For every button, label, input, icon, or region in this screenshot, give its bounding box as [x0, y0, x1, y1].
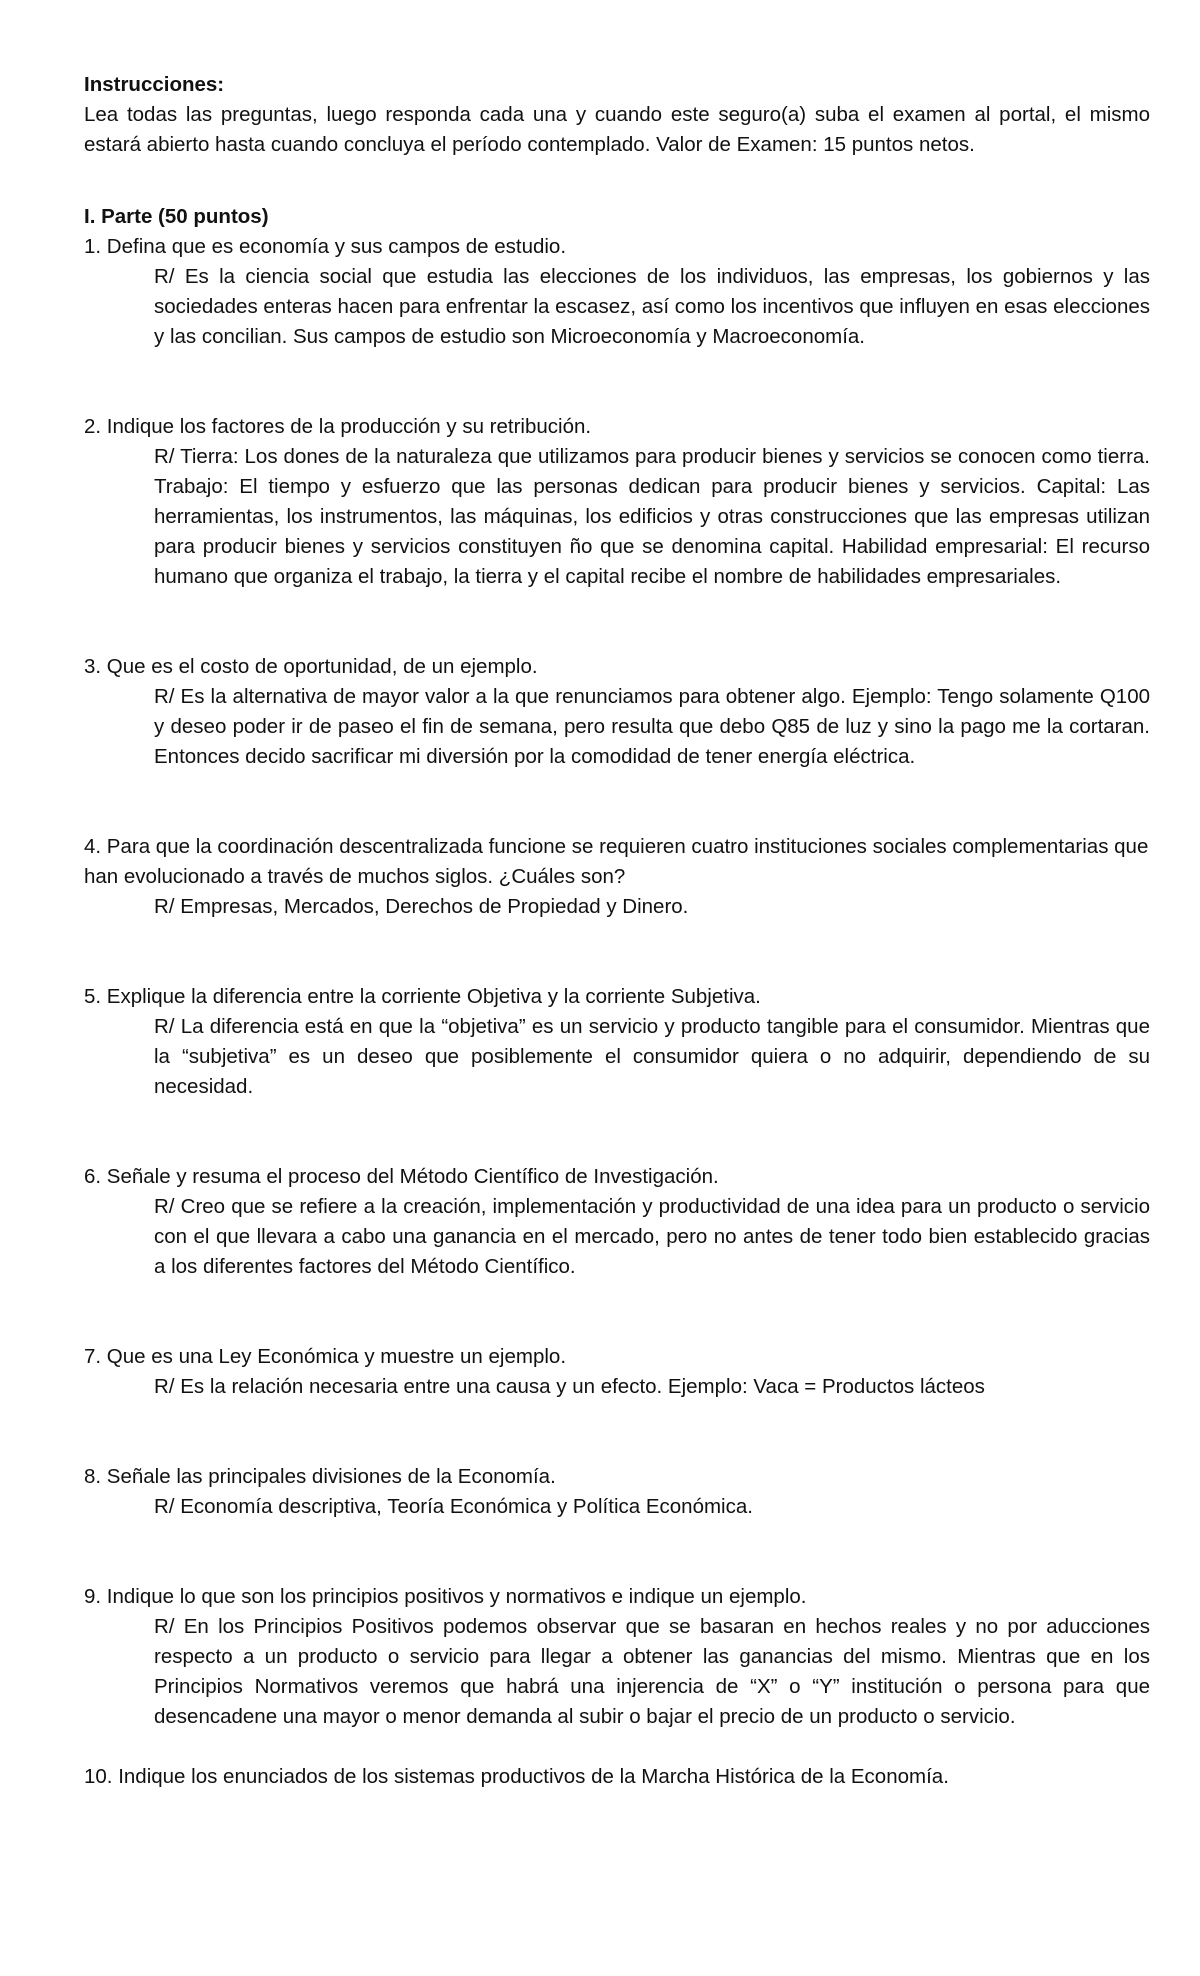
question-2 [84, 412, 1150, 592]
question-text: 3. Que es el costo de oportunidad, de un ejemplo. [84, 655, 538, 678]
answer-text: R/ En los Principios Positivos podemos observar que se basaran en hechos reales y no por aducciones respecto a un producto o servicio para llegar a obtener las ganancias del mismo. Mientras que en los Principios Normativos veremos que habrá una injerencia de “X” o “Y” institución o persona para que desencadene una mayor o menor demanda al subir o bajar el precio de un producto o servicio. [154, 1615, 1150, 1728]
question-1 [84, 232, 1150, 352]
question-text: 6. Señale y resuma el proceso del Método Científico de Investigación. [84, 1165, 719, 1188]
answer-text: R/ Es la alternativa de mayor valor a la que renunciamos para obtener algo. Ejemplo: Tengo solamente Q100 y deseo poder ir de paseo el fin de semana, pero resulta que debo Q85 de luz y sino la pago me la cortaran. Entonces decido sacrificar mi diversión por la comodidad de tener energía eléctrica. [154, 685, 1150, 768]
answer-text: R/ La diferencia está en que la “objetiva” es un servicio y producto tangible para el consumidor. Mientras que la “subjetiva” es un deseo que posiblemente el consumidor quiera o no adquirir, dependiendo de su necesidad. [154, 1015, 1150, 1098]
answer-text: R/ Empresas, Mercados, Derechos de Propiedad y Dinero. [154, 895, 689, 918]
part-title: I. Parte (50 puntos) [84, 205, 269, 228]
answer-text: R/ Es la ciencia social que estudia las elecciones de los individuos, las empresas, los gobiernos y las sociedades enteras hacen para enfrentar la escasez, así como los incentivos que influyen en esas elecciones y las concilian. Sus campos de estudio son Microeconomía y Macroeconomía. [154, 265, 1150, 348]
question-3 [84, 652, 1150, 772]
instructions-title: Instrucciones: [84, 73, 225, 96]
instructions-text: Lea todas las preguntas, luego responda cada una y cuando este seguro(a) suba el examen al portal, el mismo estará abierto hasta cuando concluya el período contemplado. Valor de Examen: 15 puntos netos. [84, 103, 1150, 156]
question-text: 4. Para que la coordinación descentralizada funcione se requieren cuatro instituciones sociales complementarias que han evolucionado a través de muchos siglos. ¿Cuáles son? [84, 835, 1149, 888]
answer-text: R/ Es la relación necesaria entre una causa y un efecto. Ejemplo: Vaca = Productos lácteos [154, 1375, 985, 1398]
question-9 [84, 1582, 1150, 1732]
question-text: 10. Indique los enunciados de los sistemas productivos de la Marcha Histórica de la Economía. [84, 1765, 949, 1788]
answer-text: R/ Tierra: Los dones de la naturaleza que utilizamos para producir bienes y servicios se conocen como tierra. Trabajo: El tiempo y esfuerzo que las personas dedican para producir bienes y servicios. Capital: Las herramientas, los instrumentos, las máquinas, los edificios y otras construcciones que las empresas utilizan para producir bienes y servicios constituyen ño que se denomina capital. Habilidad empresarial: El recurso humano que organiza el trabajo, la tierra y el capital recibe el nombre de habilidades empresariales. [154, 445, 1150, 588]
question-text: 8. Señale las principales divisiones de la Economía. [84, 1465, 556, 1488]
answer-text: R/ Economía descriptiva, Teoría Económica y Política Económica. [154, 1495, 753, 1518]
question-text: 2. Indique los factores de la producción y su retribución. [84, 415, 592, 438]
question-5 [84, 982, 1150, 1102]
question-6 [84, 1162, 1150, 1282]
question-text: 9. Indique lo que son los principios positivos y normativos e indique un ejemplo. [84, 1585, 807, 1608]
question-7 [84, 1342, 1150, 1402]
question-10 [84, 1762, 1150, 1792]
question-4 [84, 832, 1150, 922]
question-text: 5. Explique la diferencia entre la corriente Objetiva y la corriente Subjetiva. [84, 985, 761, 1008]
question-text: 1. Defina que es economía y sus campos de estudio. [84, 235, 567, 258]
answer-text: R/ Creo que se refiere a la creación, implementación y productividad de una idea para un producto o servicio con el que llevara a cabo una ganancia en el mercado, pero no antes de tener todo bien establecido gracias a los diferentes factores del Método Científico. [154, 1195, 1150, 1278]
question-text: 7. Que es una Ley Económica y muestre un ejemplo. [84, 1345, 567, 1368]
question-8 [84, 1462, 1150, 1522]
